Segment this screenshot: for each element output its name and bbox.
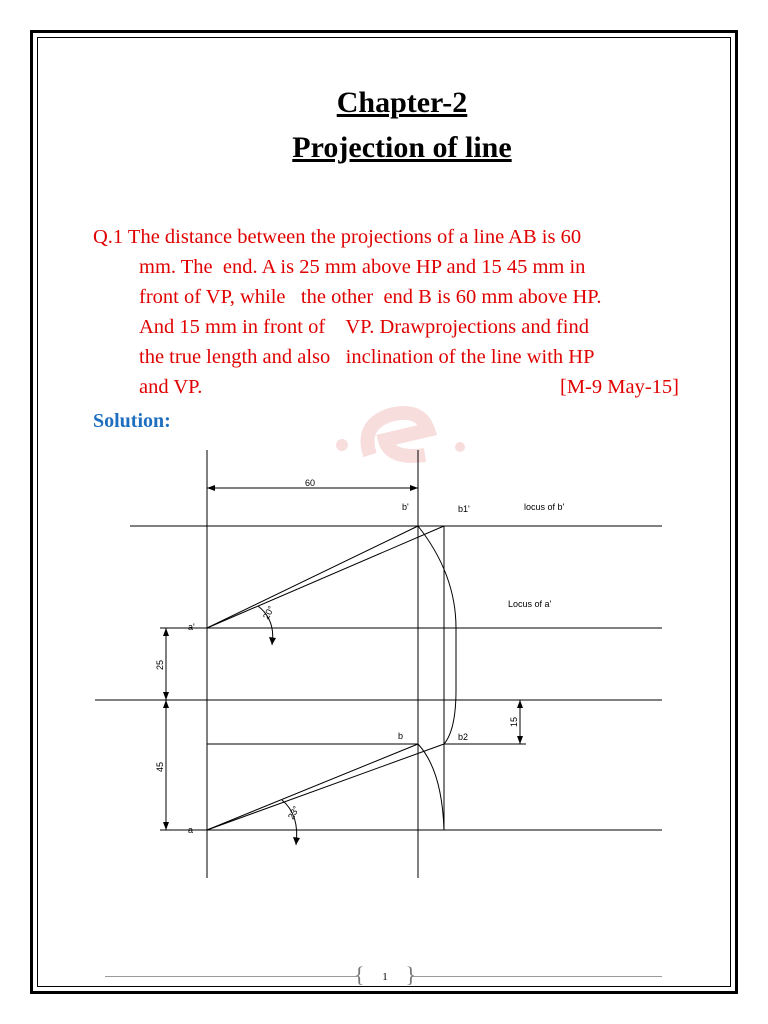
b-label: b: [398, 731, 404, 741]
b-prime-label: b': [402, 502, 409, 512]
question-reference: [M-9 May-15]: [560, 376, 679, 398]
rotation-arc-front: [418, 526, 456, 744]
section-title: Projection of line: [292, 131, 512, 164]
rotation-arc-top: [418, 744, 444, 830]
question-line: the true length and also inclination of the line with HP: [139, 346, 595, 368]
top-view-line: [207, 744, 418, 830]
footer-line-left: [105, 976, 357, 977]
question-line: And 15 mm in front of VP. Drawprojections and find: [139, 316, 589, 338]
dimension-15-label: 15: [509, 716, 519, 727]
locus-b-prime-label: locus of b': [524, 502, 565, 512]
phi-angle-label: 23°: [285, 804, 302, 821]
true-length-front-line: [207, 526, 444, 628]
dimension-25-label: 25: [155, 659, 165, 670]
question-line: mm. The end. A is 25 mm above HP and 15 45 mm in: [139, 256, 586, 278]
theta-angle-label: 20°: [260, 604, 277, 621]
dimension-60-label: 60: [305, 478, 316, 488]
brace-right-icon: }: [405, 962, 416, 987]
front-view-line: [207, 526, 418, 628]
locus-a-prime-label: Locus of a': [508, 599, 552, 609]
brace-left-icon: {: [354, 962, 365, 987]
question-line-last: and VP.: [139, 376, 203, 398]
true-length-top-line: [207, 744, 444, 830]
dimension-45-label: 45: [155, 761, 165, 772]
question-line: Q.1 The distance between the projections of a line AB is 60: [93, 226, 582, 248]
b1-prime-label: b1': [458, 504, 470, 514]
footer-line-right: [412, 976, 662, 977]
a-prime-label: a': [188, 622, 195, 632]
a-label: a: [188, 825, 194, 835]
solution-label: Solution:: [93, 410, 171, 432]
page-number: [354, 962, 416, 987]
b2-label: b2: [458, 732, 469, 742]
page-number-value: 1: [382, 971, 388, 983]
question-line: front of VP, while the other end B is 60 mm above HP.: [139, 286, 602, 308]
chapter-title: Chapter-2: [336, 86, 468, 119]
